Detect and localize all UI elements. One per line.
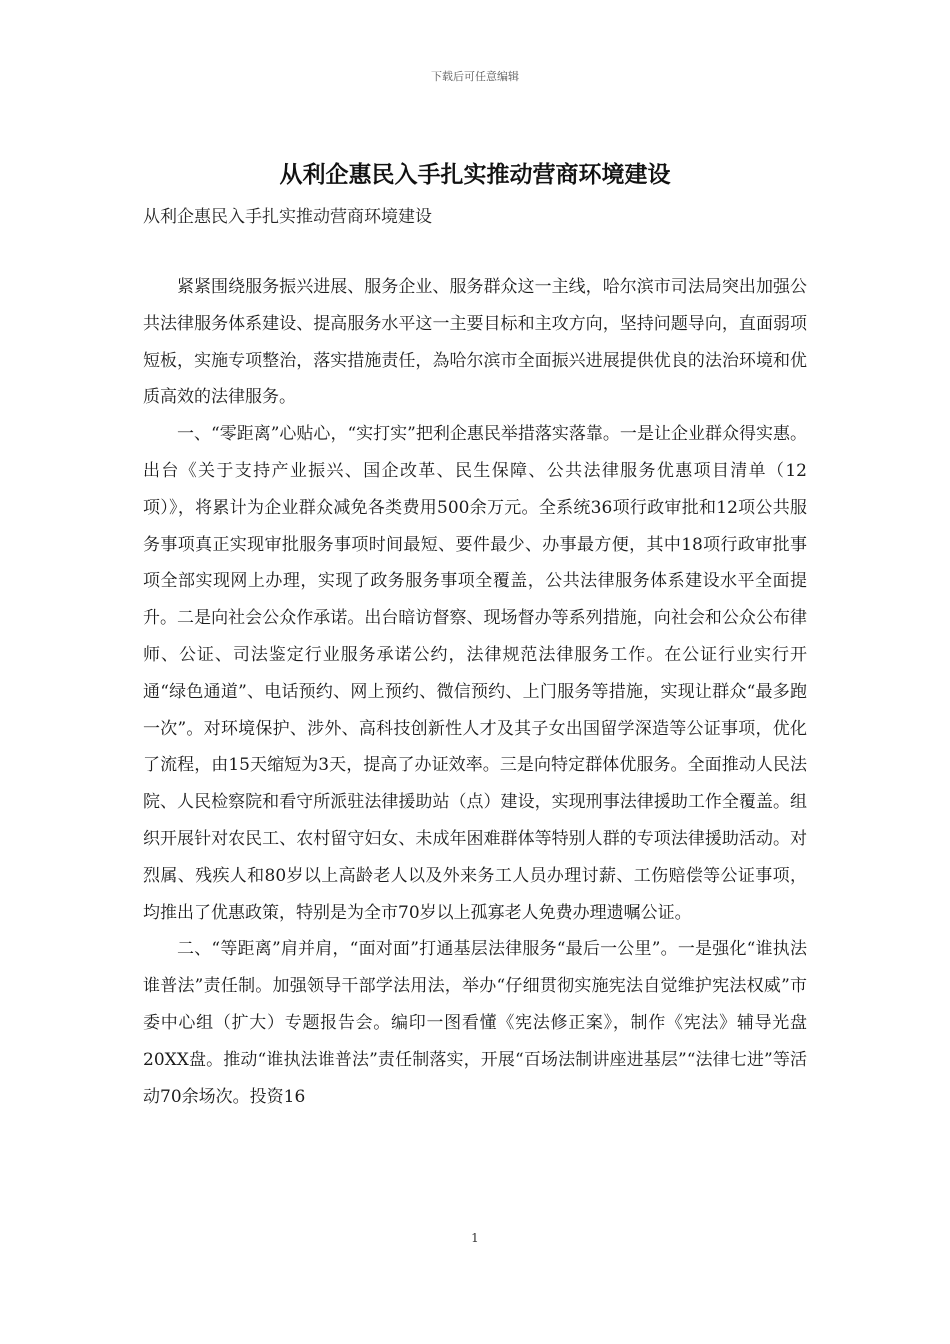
- document-subtitle: 从利企惠民入手扎实推动营商环境建设: [143, 207, 432, 227]
- paragraph-intro: 紧紧围绕服务振兴进展、服务企业、服务群众这一主线，哈尔滨市司法局突出加强公共法律服务体系建设、提高服务水平这一主要目标和主攻方向，坚持问题导向，直面弱项短板，实施专项整治，落实措施责任，為哈尔滨市全面振兴进展提供优良的法治环境和优质高效的法律服务。: [143, 277, 807, 408]
- paragraph-section-two: 二、“等距离”肩并肩，“面对面”打通基层法律服务“最后一公里”。一是强化“谁执法谁普法”责任制。加强领导干部学法用法，举办“仔细贯彻实施宪法自觉维护宪法权威”市委中心组（扩大）专题报告会。编印一图看懂《宪法修正案》，制作《宪法》辅导光盘20XX盘。推动“谁执法谁普法”责任制落实，开展“百场法制讲座进基层”“法律七进”等活动70余场次。投资16: [143, 939, 807, 1107]
- document-title: 从利企惠民入手扎实推动营商环境建设: [279, 161, 671, 188]
- page-header-note: 下载后可任意编辑: [431, 70, 519, 83]
- page-number: 1: [471, 1231, 479, 1245]
- document-body: [143, 269, 807, 1115]
- paragraph-section-one: 一、“零距离”心贴心，“实打实”把利企惠民举措落实落靠。一是让企业群众得实惠。出台《关于支持产业振兴、国企改革、民生保障、公共法律服务优惠项目清单（12项）》，将累计为企业群众减免各类费用500余万元。全系统36项行政审批和12项公共服务事项真正实现审批服务事项时间最短、要件最少、办事最方便，其中18项行政审批事项全部实现网上办理，实现了政务服务事项全覆盖，公共法律服务体系建设水平全面提升。二是向社会公众作承诺。出台暗访督察、现场督办等系列措施，向社会和公众公布律师、公证、司法鉴定行业服务承诺公约，法律规范法律服务工作。在公证行业实行开通“绿色通道”、电话预约、网上预约、微信预约、上门服务等措施，实现让群众“最多跑一次”。对环境保护、涉外、高科技创新性人才及其子女出国留学深造等公证事项，优化了流程，由15天缩短为3天，提高了办证效率。三是向特定群体优服务。全面推动人民法院、人民检察院和看守所派驻法律援助站（点）建设，实现刑事法律援助工作全覆盖。组织开展针对农民工、农村留守妇女、未成年困难群体等特别人群的专项法律援助活动。对烈属、残疾人和80岁以上高龄老人以及外来务工人员办理讨薪、工伤赔偿等公证事项，均推出了优惠政策，特别是为全市70岁以上孤寡老人免费办理遗嘱公证。: [143, 424, 807, 923]
